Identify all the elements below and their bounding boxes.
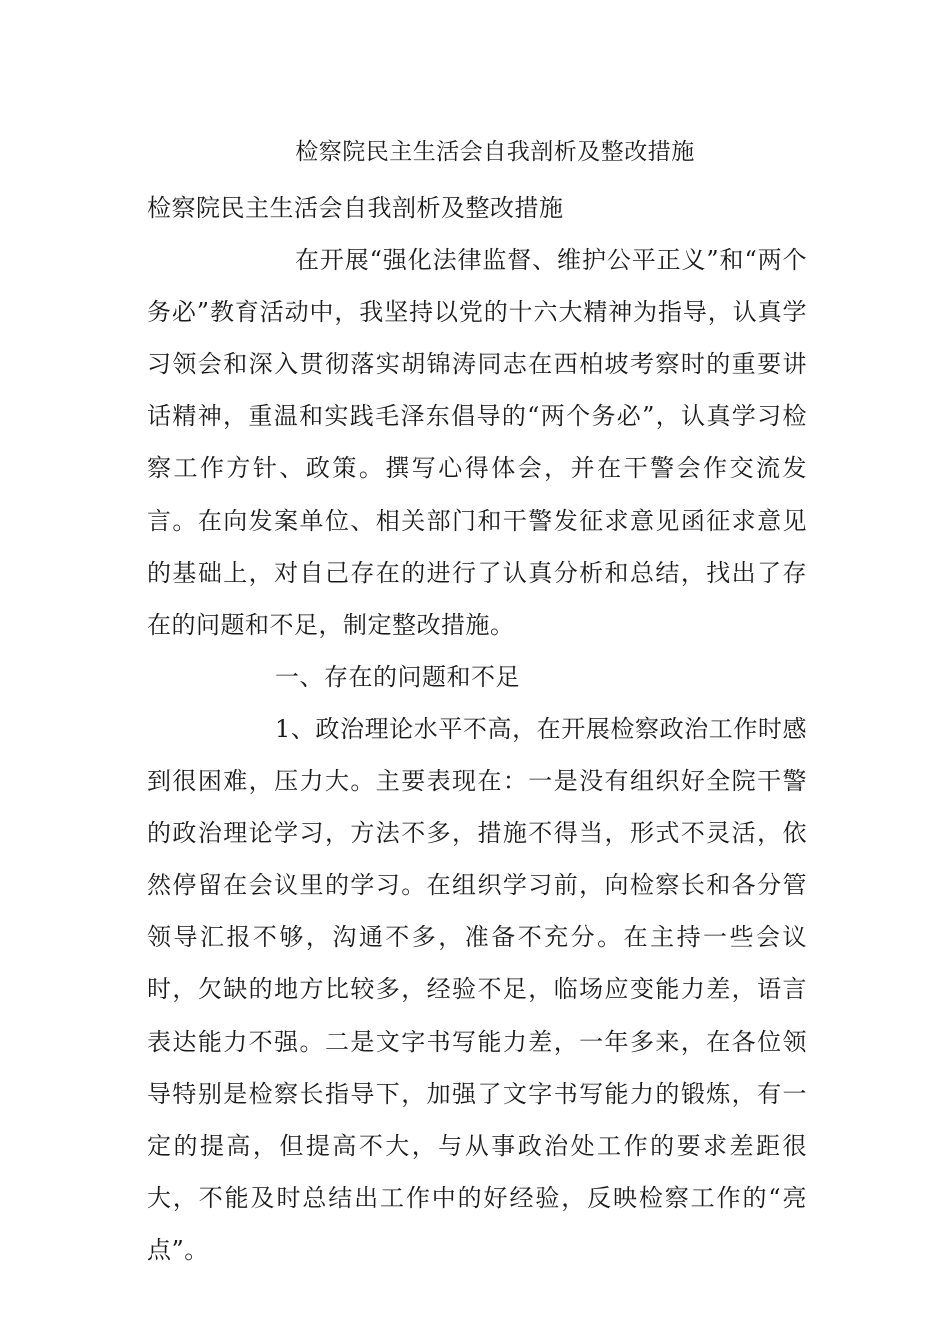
section-heading: 一、存在的问题和不足 [275,662,520,691]
intro-paragraph: 在开展“强化法律监督、维护公平正义”和“两个务必”教育活动中，我坚持以党的十六大精神为指导，认真学习领会和深入贯彻落实胡锦涛同志在西柏坡考察时的重要讲话精神，重温和实践毛泽东倡导的“两个务必”，认真学习检察工作方针、政策。撰写心得体会，并在干警会作交流发言。在向发案单位、相关部门和干警发征求意见函征求意见的基础上，对自己存在的进行了认真分析和总结，找出了存在的问题和不足，制定整改措施。 [147,246,807,639]
document-body [147,182,807,1276]
document-subtitle: 检察院民主生活会自我剖析及整改措施 [147,194,564,222]
document-title: 检察院民主生活会自我剖析及整改措施 [295,139,695,165]
problem-paragraph: 1、政治理论水平不高，在开展检察政治工作时感到很困难，压力大。主要表现在：一是没有组织好全院干警的政治理论学习，方法不多，措施不得当，形式不灵活，依然停留在会议里的学习。在组织学习前，向检察长和各分管领导汇报不够，沟通不多，准备不充分。在主持一些会议时，欠缺的地方比较多，经验不足，临场应变能力差，语言表达能力不强。二是文字书写能力差，一年多来，在各位领导特别是检察长指导下，加强了文字书写能力的锻炼，有一定的提高，但提高不大，与从事政治处工作的要求差距很大，不能及时总结出工作中的好经验，反映检察工作的“亮点”。 [147,714,807,1264]
